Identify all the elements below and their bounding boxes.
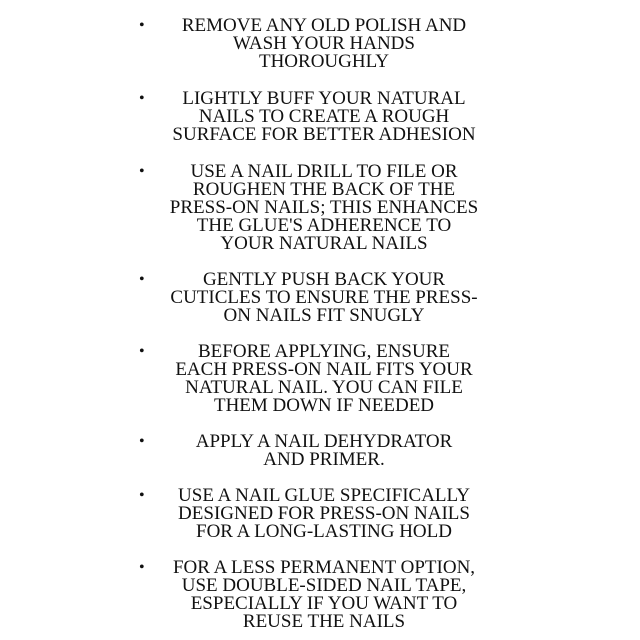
text-line: APPLY A NAIL DEHYDRATOR [195, 431, 453, 452]
bullet-icon: • [139, 487, 145, 504]
bullet-icon: • [139, 559, 145, 576]
text-line: WASH YOUR HANDS [233, 33, 415, 54]
list-item-text [152, 163, 496, 253]
text-line: USE A NAIL DRILL TO FILE OR [190, 161, 458, 182]
text-line: DESIGNED FOR PRESS-ON NAILS [178, 503, 470, 524]
bullet-icon: • [139, 433, 145, 450]
bullet-icon: • [139, 90, 145, 107]
list-item-text [152, 487, 496, 541]
text-line: NAILS TO CREATE A ROUGH [198, 106, 450, 127]
text-line: BEFORE APPLYING, ENSURE [198, 341, 450, 362]
text-line: REMOVE ANY OLD POLISH AND [181, 15, 467, 36]
list-item-text [152, 433, 496, 469]
text-line: YOUR NATURAL NAILS [220, 233, 428, 254]
text-line: ROUGHEN THE BACK OF THE [192, 179, 456, 200]
text-line: CUTICLES TO ENSURE THE PRESS- [170, 287, 478, 308]
text-line: EACH PRESS-ON NAIL FITS YOUR [175, 359, 473, 380]
text-line: AND PRIMER. [263, 449, 385, 470]
list-item-text [152, 271, 496, 325]
list-item-text [152, 343, 496, 415]
text-line: USE A NAIL GLUE SPECIFICALLY [178, 485, 470, 506]
list-item-text [152, 90, 496, 144]
text-line: THOROUGHLY [258, 51, 390, 72]
text-line: SURFACE FOR BETTER ADHESION [172, 124, 476, 145]
list-item-text [152, 559, 496, 631]
bullet-icon: • [139, 17, 145, 34]
bullet-icon: • [139, 163, 145, 180]
bullet-icon: • [139, 271, 145, 288]
text-line: ON NAILS FIT SNUGLY [223, 305, 425, 326]
text-line: THE GLUE'S ADHERENCE TO [196, 215, 452, 236]
text-line: FOR A LESS PERMANENT OPTION, [172, 557, 476, 578]
text-line: REUSE THE NAILS [242, 611, 406, 632]
text-line: NATURAL NAIL. YOU CAN FILE [185, 377, 463, 398]
bullet-icon: • [139, 343, 145, 360]
list-item-text [152, 17, 496, 71]
text-line: ESPECIALLY IF YOU WANT TO [190, 593, 458, 614]
text-line: THEM DOWN IF NEEDED [213, 395, 435, 416]
text-line: LIGHTLY BUFF YOUR NATURAL [182, 88, 466, 109]
text-line: GENTLY PUSH BACK YOUR [202, 269, 446, 290]
text-line: USE DOUBLE-SIDED NAIL TAPE, [181, 575, 467, 596]
text-line: PRESS-ON NAILS; THIS ENHANCES [169, 197, 479, 218]
text-line: FOR A LONG-LASTING HOLD [196, 521, 452, 542]
